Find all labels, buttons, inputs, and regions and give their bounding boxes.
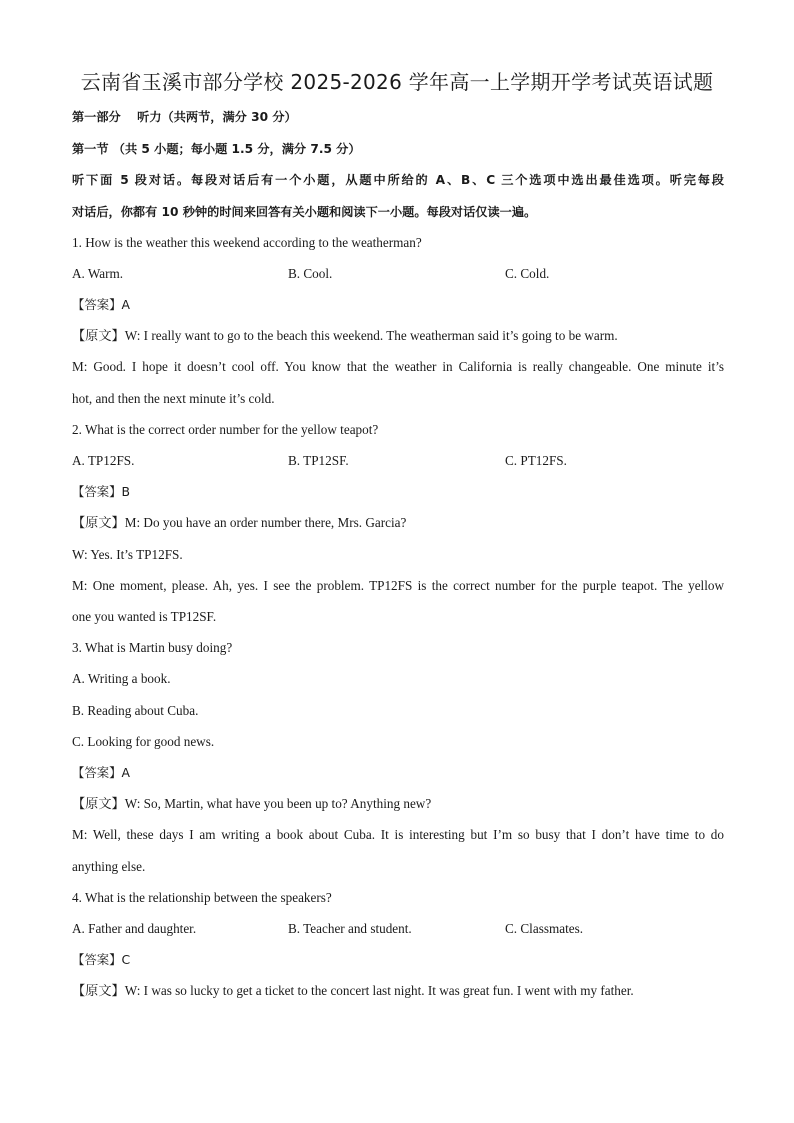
q1-option-a: A. Warm. (72, 266, 124, 281)
question-1: 1. How is the weather this weekend according to the weatherman? (72, 235, 422, 250)
q4-option-b: B. Teacher and student. (288, 921, 412, 936)
q3-option-a: A. Writing a book. (72, 671, 171, 686)
q3-answer: 【答案】A (72, 765, 131, 780)
q3-option-b: B. Reading about Cuba. (72, 703, 199, 718)
q2-transcript-line-1: 【原文】M: Do you have an order number there, Mrs. Garcia? (72, 515, 407, 530)
q1-transcript-line-2: M: Good. I hope it doesn’t cool off. You know that the weather in California is really changeable. One minute it’s (72, 359, 724, 374)
q1-transcript-line-3: hot, and then the next minute it’s cold. (72, 391, 275, 406)
q2-option-b: B. TP12SF. (288, 453, 349, 468)
q1-answer: 【答案】A (72, 297, 131, 312)
q2-transcript-line-2: W: Yes. It’s TP12FS. (72, 547, 183, 562)
q2-option-c: C. PT12FS. (505, 453, 567, 468)
q1-option-b: B. Cool. (288, 266, 333, 281)
question-3: 3. What is Martin busy doing? (72, 640, 233, 655)
q4-transcript-line-1: 【原文】W: I was so lucky to get a ticket to the concert last night. It was great fun. I went with my father. (72, 983, 634, 998)
q3-transcript-line-3: anything else. (72, 859, 146, 874)
section-heading: 第一节 （共 5 小题；每小题 1.5 分，满分 7.5 分） (72, 142, 361, 156)
question-2: 2. What is the correct order number for the yellow teapot? (72, 422, 379, 437)
page-title: 云南省玉溪市部分学校 2025-2026 学年高一上学期开学考试英语试题 (80, 70, 714, 94)
part-heading: 第一部分 听力（共两节，满分 30 分） (72, 110, 297, 124)
instructions-line-2: 对话后，你都有 10 秒钟的时间来回答有关小题和阅读下一小题。每段对话仅读一遍。 (72, 205, 537, 219)
q3-option-c: C. Looking for good news. (72, 734, 215, 749)
q4-option-c: C. Classmates. (505, 921, 584, 936)
q2-answer: 【答案】B (72, 484, 131, 499)
q2-transcript-line-4: one you wanted is TP12SF. (72, 609, 217, 624)
q4-answer: 【答案】C (72, 952, 131, 967)
question-4: 4. What is the relationship between the speakers? (72, 890, 332, 905)
q4-option-a: A. Father and daughter. (72, 921, 197, 936)
q2-option-a: A. TP12FS. (72, 453, 135, 468)
q3-transcript-line-2: M: Well, these days I am writing a book about Cuba. It is interesting but I’m so busy that I don’t have time to do (72, 827, 724, 842)
q2-transcript-line-3: M: One moment, please. Ah, yes. I see the problem. TP12FS is the correct number for the purple teapot. The yellow (72, 578, 724, 593)
q3-transcript-line-1: 【原文】W: So, Martin, what have you been up to? Anything new? (72, 796, 432, 811)
instructions-line-1: 听下面 5 段对话。每段对话后有一个小题，从题中所给的 A、B、C 三个选项中选出最佳选项。听完每段 (72, 173, 724, 187)
q1-option-c: C. Cold. (505, 266, 550, 281)
q1-transcript-line-1: 【原文】W: I really want to go to the beach this weekend. The weatherman said it’s going to be warm. (72, 328, 618, 343)
